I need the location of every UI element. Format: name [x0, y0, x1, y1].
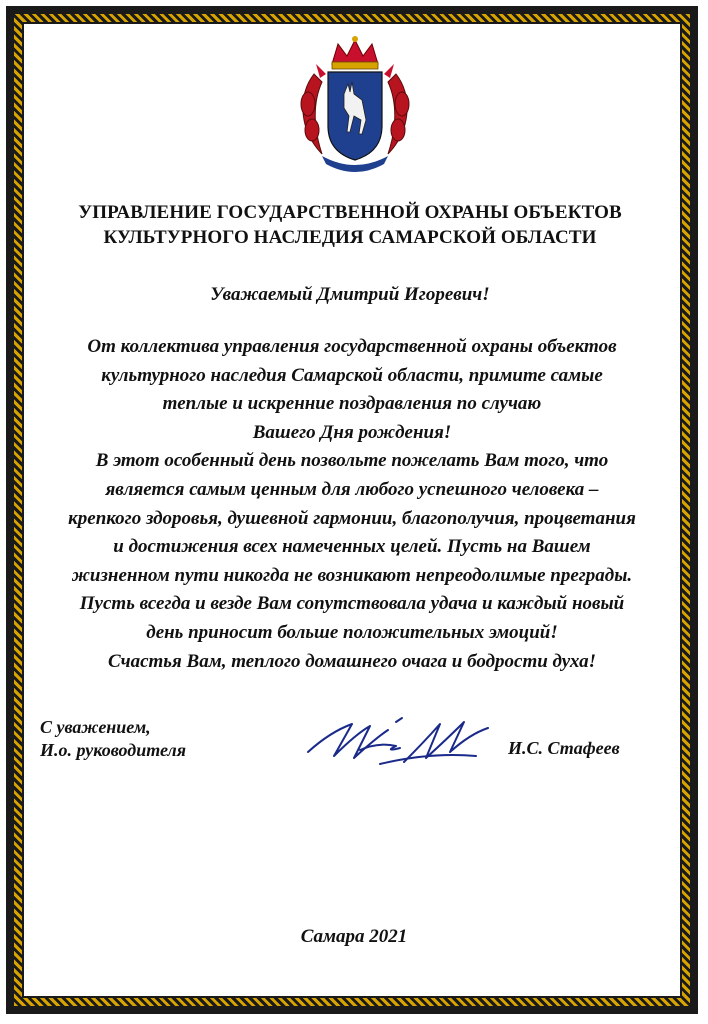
body-line: Счастья Вам, теплого домашнего очага и бодрости духа! [107, 650, 597, 672]
greeting: Уважаемый Дмитрий Игоревич! [210, 284, 490, 305]
body-line: Вашего Дня рождения! [252, 421, 452, 443]
organization-header [40, 200, 660, 250]
signer-name: И.С. Стафеев [508, 738, 620, 758]
signer-position: И.о. руководителя [40, 740, 187, 760]
place-and-year: Самара 2021 [300, 926, 408, 947]
body-line: и достижения всех намеченных целей. Пусть на Вашем [113, 536, 591, 558]
body-line: является самым ценным для любого успешного человека – [105, 478, 599, 500]
body-line: день приносит больше положительных эмоций! [146, 621, 558, 643]
body-line: культурного наследия Самарской области, примите самые [101, 364, 603, 386]
body-line: Пусть всегда и везде Вам сопутствовала удача и каждый новый [79, 593, 625, 615]
signature-block [40, 716, 186, 762]
header-line-1: УПРАВЛЕНИЕ ГОСУДАРСТВЕННОЙ ОХРАНЫ ОБЪЕКТОВ [78, 202, 622, 223]
body-line: жизненном пути никогда не возникают непреодолимые преграды. [71, 564, 633, 586]
body-line: теплые и искренние поздравления по случаю [162, 393, 542, 415]
body-line: крепкого здоровья, душевной гармонии, благополучия, процветания [68, 507, 636, 529]
handwritten-signature-icon [300, 712, 500, 772]
letter-body [36, 333, 668, 676]
closing: С уважением, [40, 717, 151, 737]
header-line-2: КУЛЬТУРНОГО НАСЛЕДИЯ САМАРСКОЙ ОБЛАСТИ [103, 227, 597, 248]
coat-of-arms-icon [292, 34, 418, 174]
body-line: В этот особенный день позвольте пожелать Вам того, что [95, 450, 609, 472]
body-line: От коллектива управления государственной охраны объектов [87, 336, 617, 357]
